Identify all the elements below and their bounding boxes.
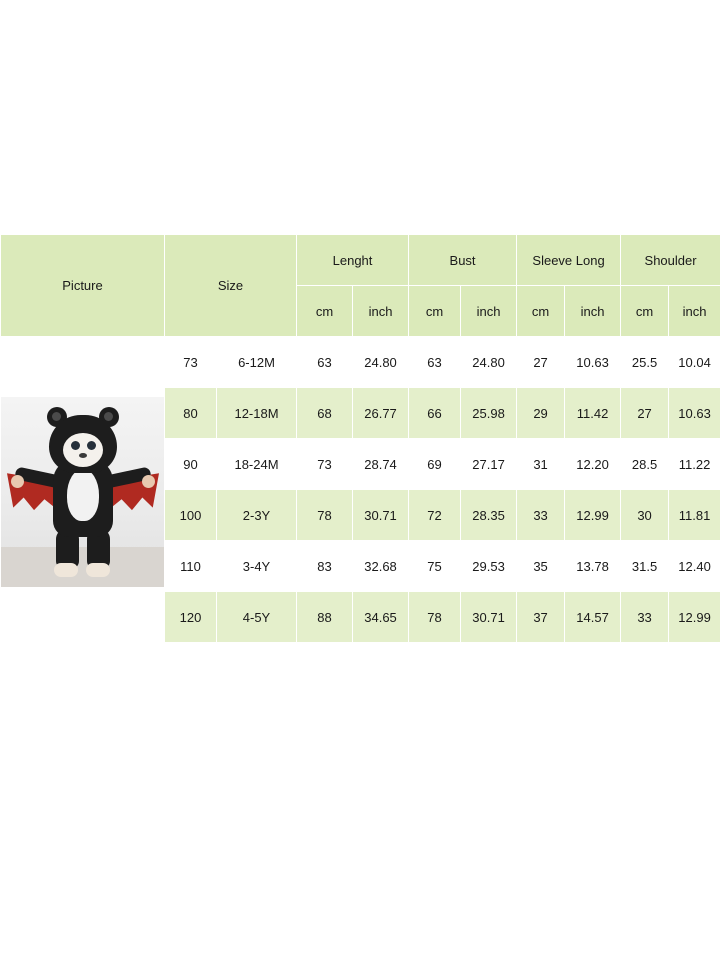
- cell-shoulder-inch: 12.99: [669, 592, 720, 643]
- ear-inner-left: [52, 412, 61, 421]
- header-shoulder-inch: inch: [669, 286, 720, 337]
- cell-sleeve-cm: 29: [517, 388, 565, 439]
- eye-right: [87, 441, 96, 450]
- cell-sleeve-inch: 13.78: [565, 541, 621, 592]
- product-image-cell: [1, 337, 165, 643]
- cell-shoulder-inch: 10.04: [669, 337, 720, 388]
- header-lenght-cm: cm: [297, 286, 353, 337]
- cell-bust-inch: 29.53: [461, 541, 517, 592]
- cell-bust-cm: 69: [409, 439, 461, 490]
- cell-size-age: 4-5Y: [217, 592, 297, 643]
- cell-lenght-cm: 88: [297, 592, 353, 643]
- cell-bust-inch: 24.80: [461, 337, 517, 388]
- header-shoulder-cm: cm: [621, 286, 669, 337]
- header-picture: Picture: [1, 235, 165, 337]
- header-lenght: Lenght: [297, 235, 409, 286]
- photo-floor: [1, 547, 164, 587]
- cell-lenght-inch: 34.65: [353, 592, 409, 643]
- header-sleeve-long: Sleeve Long: [517, 235, 621, 286]
- cell-shoulder-cm: 27: [621, 388, 669, 439]
- cell-size-num: 73: [165, 337, 217, 388]
- cell-shoulder-cm: 28.5: [621, 439, 669, 490]
- header-row-primary: [1, 235, 720, 286]
- foot-left: [54, 563, 78, 577]
- cell-bust-inch: 25.98: [461, 388, 517, 439]
- eye-left: [71, 441, 80, 450]
- cell-shoulder-inch: 11.81: [669, 490, 720, 541]
- cell-lenght-cm: 73: [297, 439, 353, 490]
- face: [63, 433, 103, 467]
- header-bust-inch: inch: [461, 286, 517, 337]
- cell-sleeve-inch: 14.57: [565, 592, 621, 643]
- header-sleeve-inch: inch: [565, 286, 621, 337]
- table-header: [1, 235, 720, 337]
- cell-size-age: 6-12M: [217, 337, 297, 388]
- cell-shoulder-cm: 25.5: [621, 337, 669, 388]
- cell-sleeve-cm: 33: [517, 490, 565, 541]
- cell-lenght-inch: 28.74: [353, 439, 409, 490]
- table-row: [1, 337, 720, 388]
- cell-sleeve-inch: 12.20: [565, 439, 621, 490]
- cell-size-num: 100: [165, 490, 217, 541]
- header-bust-cm: cm: [409, 286, 461, 337]
- cell-shoulder-cm: 33: [621, 592, 669, 643]
- hand-right: [142, 475, 155, 488]
- product-image: [1, 337, 164, 642]
- header-lenght-inch: inch: [353, 286, 409, 337]
- cell-lenght-inch: 32.68: [353, 541, 409, 592]
- cell-shoulder-cm: 31.5: [621, 541, 669, 592]
- header-sleeve-cm: cm: [517, 286, 565, 337]
- cell-bust-cm: 66: [409, 388, 461, 439]
- header-size: Size: [165, 235, 297, 337]
- cell-sleeve-cm: 27: [517, 337, 565, 388]
- cell-lenght-inch: 26.77: [353, 388, 409, 439]
- cell-bust-inch: 27.17: [461, 439, 517, 490]
- baby-bat-costume-photo: [1, 397, 164, 587]
- hand-left: [11, 475, 24, 488]
- cell-bust-cm: 78: [409, 592, 461, 643]
- nose: [79, 453, 87, 458]
- cell-sleeve-inch: 11.42: [565, 388, 621, 439]
- cell-lenght-inch: 24.80: [353, 337, 409, 388]
- header-bust: Bust: [409, 235, 517, 286]
- cell-bust-cm: 63: [409, 337, 461, 388]
- cell-size-age: 12-18M: [217, 388, 297, 439]
- cell-sleeve-cm: 37: [517, 592, 565, 643]
- ear-inner-right: [104, 412, 113, 421]
- cell-size-age: 3-4Y: [217, 541, 297, 592]
- cell-lenght-inch: 30.71: [353, 490, 409, 541]
- costume-belly: [67, 469, 99, 521]
- header-shoulder: Shoulder: [621, 235, 720, 286]
- cell-bust-inch: 30.71: [461, 592, 517, 643]
- table-body: [1, 337, 720, 643]
- cell-shoulder-inch: 12.40: [669, 541, 720, 592]
- cell-shoulder-cm: 30: [621, 490, 669, 541]
- foot-right: [86, 563, 110, 577]
- cell-size-num: 110: [165, 541, 217, 592]
- cell-size-age: 18-24M: [217, 439, 297, 490]
- cell-bust-cm: 75: [409, 541, 461, 592]
- cell-sleeve-cm: 35: [517, 541, 565, 592]
- cell-bust-inch: 28.35: [461, 490, 517, 541]
- cell-shoulder-inch: 10.63: [669, 388, 720, 439]
- cell-lenght-cm: 68: [297, 388, 353, 439]
- cell-size-age: 2-3Y: [217, 490, 297, 541]
- cell-sleeve-cm: 31: [517, 439, 565, 490]
- cell-lenght-cm: 78: [297, 490, 353, 541]
- cell-shoulder-inch: 11.22: [669, 439, 720, 490]
- cell-size-num: 80: [165, 388, 217, 439]
- cell-sleeve-inch: 12.99: [565, 490, 621, 541]
- cell-sleeve-inch: 10.63: [565, 337, 621, 388]
- size-chart-table-wrap: [0, 234, 720, 643]
- cell-size-num: 90: [165, 439, 217, 490]
- size-chart-table: [0, 234, 720, 643]
- cell-size-num: 120: [165, 592, 217, 643]
- cell-lenght-cm: 83: [297, 541, 353, 592]
- cell-bust-cm: 72: [409, 490, 461, 541]
- cell-lenght-cm: 63: [297, 337, 353, 388]
